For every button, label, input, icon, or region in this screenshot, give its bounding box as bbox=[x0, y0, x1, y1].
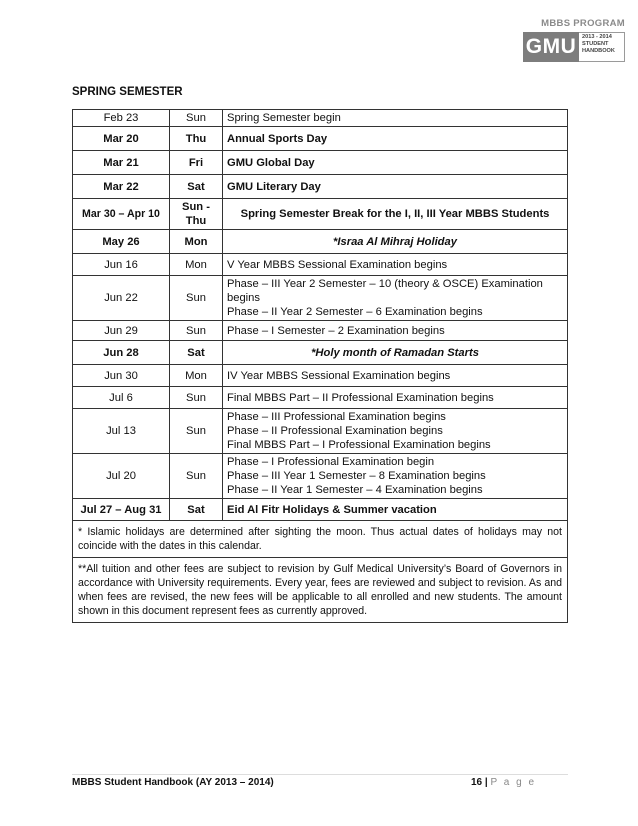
islamic-holidays-note: * Islamic holidays are determined after sighting the moon. Thus actual dates of holidays may not coincide with the dates in this calendar. bbox=[73, 521, 568, 558]
event-cell: V Year MBBS Sessional Examination begins bbox=[223, 254, 568, 276]
table-row bbox=[73, 341, 568, 365]
page-separator: | bbox=[484, 777, 488, 788]
date-cell: May 26 bbox=[73, 230, 170, 254]
day-cell: Thu bbox=[170, 127, 223, 151]
table-row bbox=[73, 127, 568, 151]
note-row bbox=[73, 521, 568, 558]
logo-name: GMU bbox=[523, 32, 579, 62]
day-cell: Sun bbox=[170, 387, 223, 409]
date-cell: Jun 22 bbox=[73, 276, 170, 321]
table-row bbox=[73, 499, 568, 521]
page-number: 16 bbox=[471, 777, 483, 788]
event-cell: Phase – III Year 2 Semester – 10 (theory & OSCE) Examination begins Phase – II Year 2 Semester – 6 Examination begins bbox=[223, 276, 568, 321]
date-cell: Jun 29 bbox=[73, 321, 170, 341]
fees-note: **All tuition and other fees are subject to revision by Gulf Medical University’s Board of Governors in accordance with University requirements. Every year, fees are reviewed and subject to revision. As and when fees are revised, the new fees will be applicable to all enrolled and new students. The amount shown in this document represent fees as currently approved. bbox=[73, 558, 568, 623]
page-label: P a g e bbox=[490, 777, 537, 788]
event-cell: Phase – III Professional Examination begins Phase – II Professional Examination begins Final MBBS Part – I Professional Examination begins bbox=[223, 409, 568, 454]
event-cell: Spring Semester Break for the I, II, III Year MBBS Students bbox=[223, 199, 568, 230]
table-row bbox=[73, 409, 568, 454]
event-cell: Annual Sports Day bbox=[223, 127, 568, 151]
day-cell: Sun bbox=[170, 321, 223, 341]
table-row bbox=[73, 199, 568, 230]
date-cell: Jul 27 – Aug 31 bbox=[73, 499, 170, 521]
footer-title: MBBS Student Handbook (AY 2013 – 2014) bbox=[72, 777, 274, 788]
event-cell: *Israa Al Mihraj Holiday bbox=[223, 230, 568, 254]
day-cell: Mon bbox=[170, 365, 223, 387]
day-cell: Sun - Thu bbox=[170, 199, 223, 230]
day-cell: Sun bbox=[170, 110, 223, 127]
table-row bbox=[73, 151, 568, 175]
event-cell: Final MBBS Part – II Professional Examination begins bbox=[223, 387, 568, 409]
date-cell: Feb 23 bbox=[73, 110, 170, 127]
date-cell: Mar 21 bbox=[73, 151, 170, 175]
date-cell: Jun 28 bbox=[73, 341, 170, 365]
day-cell: Sat bbox=[170, 175, 223, 199]
table-row bbox=[73, 175, 568, 199]
event-cell: Phase – I Semester – 2 Examination begins bbox=[223, 321, 568, 341]
table-row bbox=[73, 321, 568, 341]
date-cell: Jul 6 bbox=[73, 387, 170, 409]
event-cell: GMU Global Day bbox=[223, 151, 568, 175]
date-cell: Mar 20 bbox=[73, 127, 170, 151]
table-row bbox=[73, 254, 568, 276]
logo-program: MBBS PROGRAM bbox=[541, 18, 625, 29]
day-cell: Sat bbox=[170, 499, 223, 521]
table-row bbox=[73, 387, 568, 409]
event-cell: Spring Semester begin bbox=[223, 110, 568, 127]
table-row bbox=[73, 454, 568, 499]
day-cell: Sun bbox=[170, 409, 223, 454]
table-row bbox=[73, 276, 568, 321]
date-cell: Jun 30 bbox=[73, 365, 170, 387]
section-title: SPRING SEMESTER bbox=[72, 86, 183, 98]
day-cell: Mon bbox=[170, 230, 223, 254]
table-row bbox=[73, 230, 568, 254]
event-cell: Phase – I Professional Examination begin Phase – III Year 1 Semester – 8 Examination begins Phase – II Year 1 Semester – 4 Examination begins bbox=[223, 454, 568, 499]
event-cell: GMU Literary Day bbox=[223, 175, 568, 199]
event-cell: *Holy month of Ramadan Starts bbox=[223, 341, 568, 365]
gmu-logo bbox=[523, 18, 625, 66]
table-row bbox=[73, 110, 568, 127]
footer-divider bbox=[72, 774, 568, 775]
note-row bbox=[73, 558, 568, 623]
day-cell: Mon bbox=[170, 254, 223, 276]
date-cell: Mar 30 – Apr 10 bbox=[73, 199, 170, 230]
day-cell: Fri bbox=[170, 151, 223, 175]
date-cell: Jun 16 bbox=[73, 254, 170, 276]
day-cell: Sat bbox=[170, 341, 223, 365]
date-cell: Jul 20 bbox=[73, 454, 170, 499]
calendar-table bbox=[72, 109, 568, 623]
page-indicator bbox=[471, 777, 536, 788]
day-cell: Sun bbox=[170, 454, 223, 499]
date-cell: Jul 13 bbox=[73, 409, 170, 454]
event-cell: IV Year MBBS Sessional Examination begins bbox=[223, 365, 568, 387]
table-row bbox=[73, 365, 568, 387]
logo-subtitle: 2013 - 2014 STUDENT HANDBOOK bbox=[579, 32, 625, 62]
date-cell: Mar 22 bbox=[73, 175, 170, 199]
event-cell: Eid Al Fitr Holidays & Summer vacation bbox=[223, 499, 568, 521]
day-cell: Sun bbox=[170, 276, 223, 321]
